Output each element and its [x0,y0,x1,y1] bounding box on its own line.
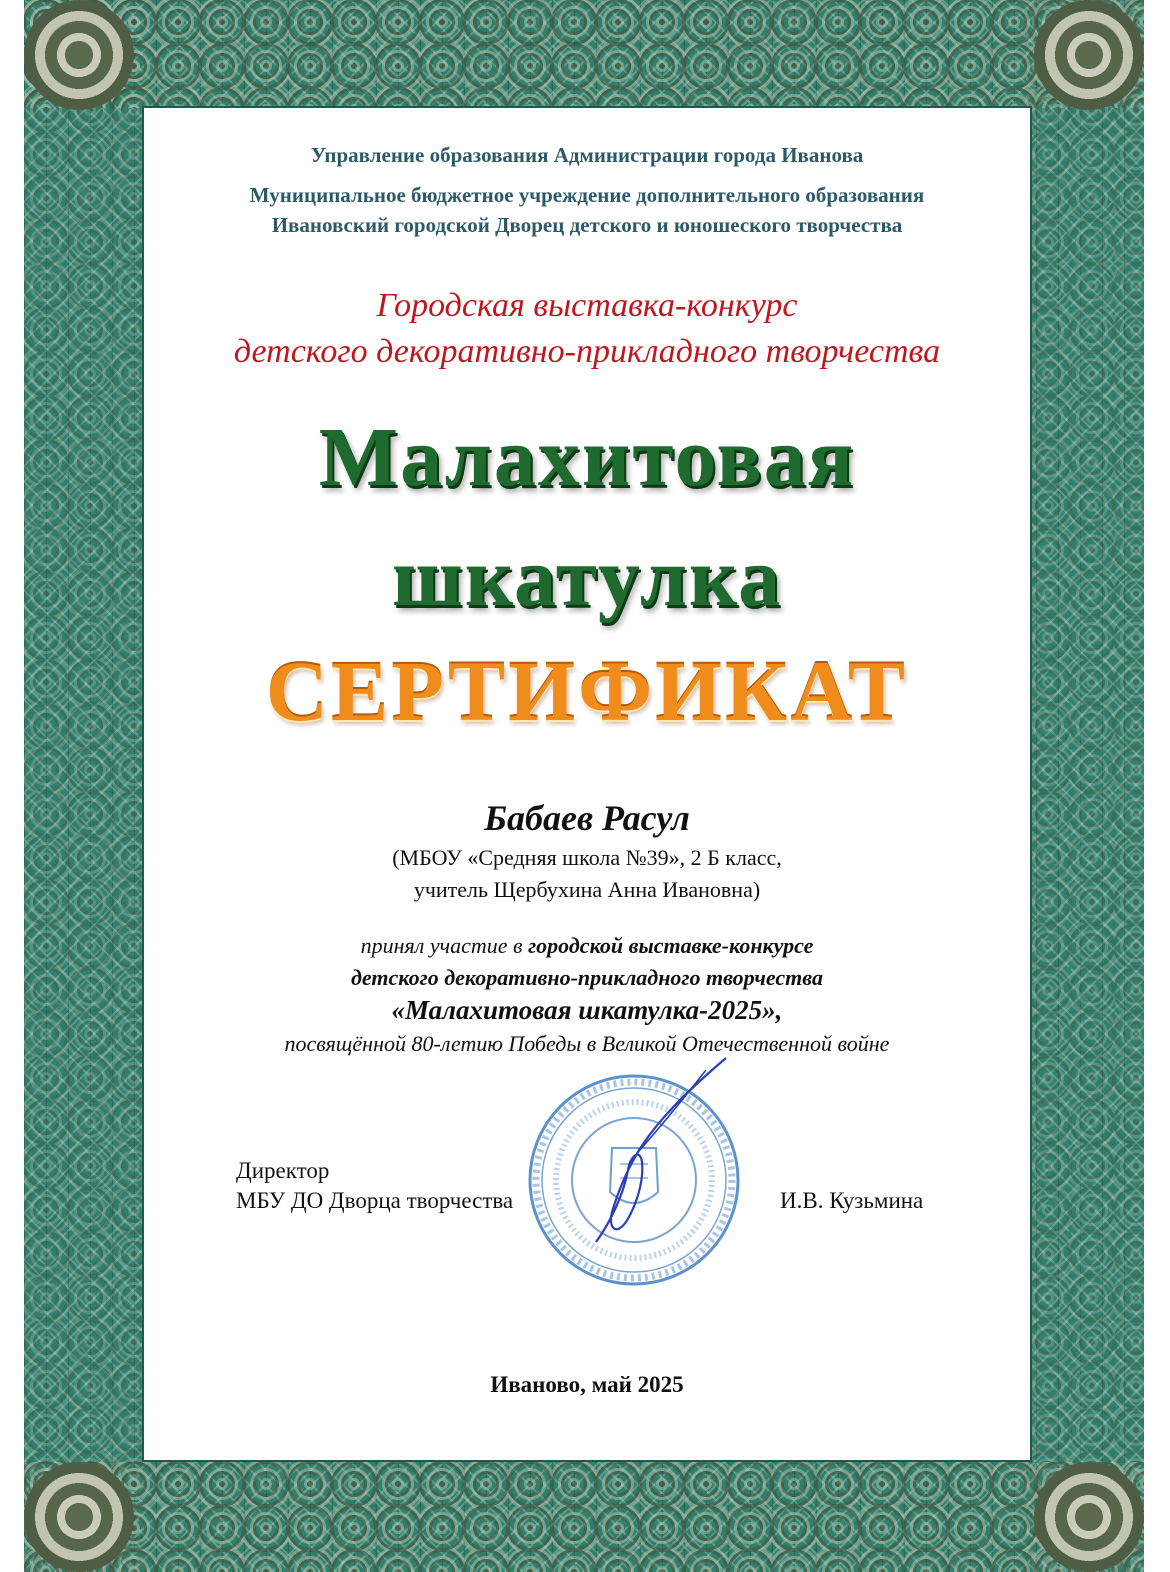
frame-pattern-right [1026,0,1144,1572]
recipient-name: Бабаев Расул [484,798,690,838]
frame-pattern-bottom [24,1462,1144,1572]
participation-prefix: принял участие в [360,933,529,958]
signatory-name: И.В. Кузьмина [780,1188,924,1213]
corner-ornament-icon [1034,0,1144,110]
corner-ornament-icon [1034,1462,1144,1572]
official-stamp-icon [516,1052,752,1288]
contest-name: «Малахитовая шкатулка-2025», [391,995,783,1025]
signatory-role-line-2: МБУ ДО Дворца творчества [236,1188,514,1213]
brand-title-line-2: шкатулка [391,531,783,624]
frame-pattern-left [24,0,142,1572]
corner-ornament-icon [24,0,134,110]
participation-line-2: детского декоративно-прикладного творчества [351,965,823,990]
corner-ornament-icon [24,1462,134,1572]
certificate-sheet [144,108,1030,1460]
brand-title-line-1: Малахитовая [318,411,856,504]
header-line-2: Муниципальное бюджетное учреждение дополнительного образования [249,183,925,207]
recipient-affiliation-line-2: учитель Щербухина Анна Ивановна) [413,877,761,902]
event-title-line-1: Городская выставка-конкурс [376,287,798,324]
place-and-date: Иваново, май 2025 [490,1372,684,1397]
participation-line-1 [144,930,1030,962]
participation-bold: городской выставке-конкурсе [528,933,814,958]
frame-pattern-top [24,0,1144,108]
signatory-role-line-1: Директор [236,1158,330,1183]
header-line-3: Ивановский городской Дворец детского и юношеского творчества [271,213,903,237]
header-line-1: Управление образования Администрации города Иванова [310,143,864,167]
dedication-line: посвящённой 80-летию Победы в Великой Отечественной войне [284,1031,890,1056]
certificate-title: СЕРТИФИКАТ [265,643,909,739]
event-title-line-2: детского декоративно-прикладного творчества [233,333,941,370]
recipient-affiliation-line-1: (МБОУ «Средняя школа №39», 2 Б класс, [392,845,782,870]
